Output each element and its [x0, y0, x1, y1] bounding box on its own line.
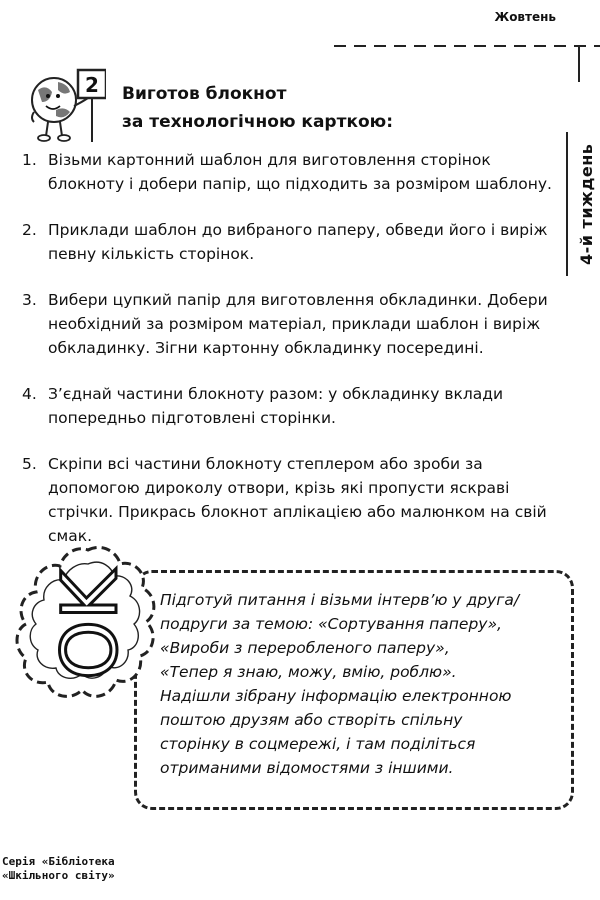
task-title-line-1: Виготов блокнот — [122, 84, 287, 104]
step-number: 1. — [22, 151, 37, 169]
step-text: Приклади шаблон до вибраного паперу, обведи його і виріж певну кількість сторінок. — [48, 221, 548, 263]
step-number: 3. — [22, 291, 37, 309]
step-text: Скріпи всі частини блокноту степлером або зроби за допомогою дироколу отвори, крізь які пропусти яскраві стрічки. Прикрась блокнот аплікацією або малюнком на свій смак. — [48, 455, 547, 545]
step-text: Візьми картонний шаблон для виготовлення сторінок блокноту і добери папір, що підходить за розміром шаблону. — [48, 151, 552, 193]
step-item — [22, 148, 552, 196]
ok-activity-section — [14, 540, 600, 830]
task-title-line-2: за технологічною карткою: — [122, 112, 393, 132]
ok-badge-text: OK — [45, 570, 134, 680]
step-number: 4. — [22, 385, 37, 403]
ok-cloud-badge-icon — [14, 540, 164, 710]
series-line-2: «Шкільного світу» — [2, 869, 115, 882]
ok-text-line: Підготуй питання і візьми інтерв’ю у друга/ — [160, 591, 520, 609]
globe-mascot-icon — [26, 62, 106, 144]
step-number: 5. — [22, 455, 37, 473]
ok-text-line: поштою друзям або створіть спільну — [160, 711, 463, 729]
task-number: 2 — [85, 73, 99, 97]
step-text: З’єднай частини блокноту разом: у обкладинку вклади попередньо підготовлені сторінки. — [48, 385, 504, 427]
ok-text-line: сторінку в соцмережі, і там поділіться — [160, 735, 476, 753]
month-label: Жовтень — [494, 10, 556, 24]
steps-list — [22, 148, 552, 570]
step-text: Вибери цупкий папір для виготовлення обкладинки. Добери необхідний за розміром матеріал, приклади шаблон і виріж обкладинку. Зігни картонну обкладинку посередині. — [48, 291, 548, 357]
ok-text-line: подруги за темою: «Сортування паперу», — [160, 615, 502, 633]
week-label: 4-й тиждень — [577, 143, 596, 265]
task-title — [122, 80, 393, 136]
step-item — [22, 288, 552, 360]
ok-text-line: «Тепер я знаю, можу, вмію, роблю». — [160, 663, 457, 681]
step-item — [22, 218, 552, 266]
week-side-tab — [566, 132, 600, 276]
ok-text-line: отриманими відомостями з іншими. — [160, 759, 454, 777]
step-item — [22, 382, 552, 430]
ok-text-line: «Вироби з переробленого паперу», — [160, 639, 450, 657]
series-footer — [2, 855, 115, 883]
step-number: 2. — [22, 221, 37, 239]
ok-activity-text — [160, 588, 560, 780]
ok-text-line: Надішли зібрану інформацію електронною — [160, 687, 512, 705]
series-line-1: Серія «Бібліотека — [2, 855, 115, 868]
step-item — [22, 452, 552, 548]
